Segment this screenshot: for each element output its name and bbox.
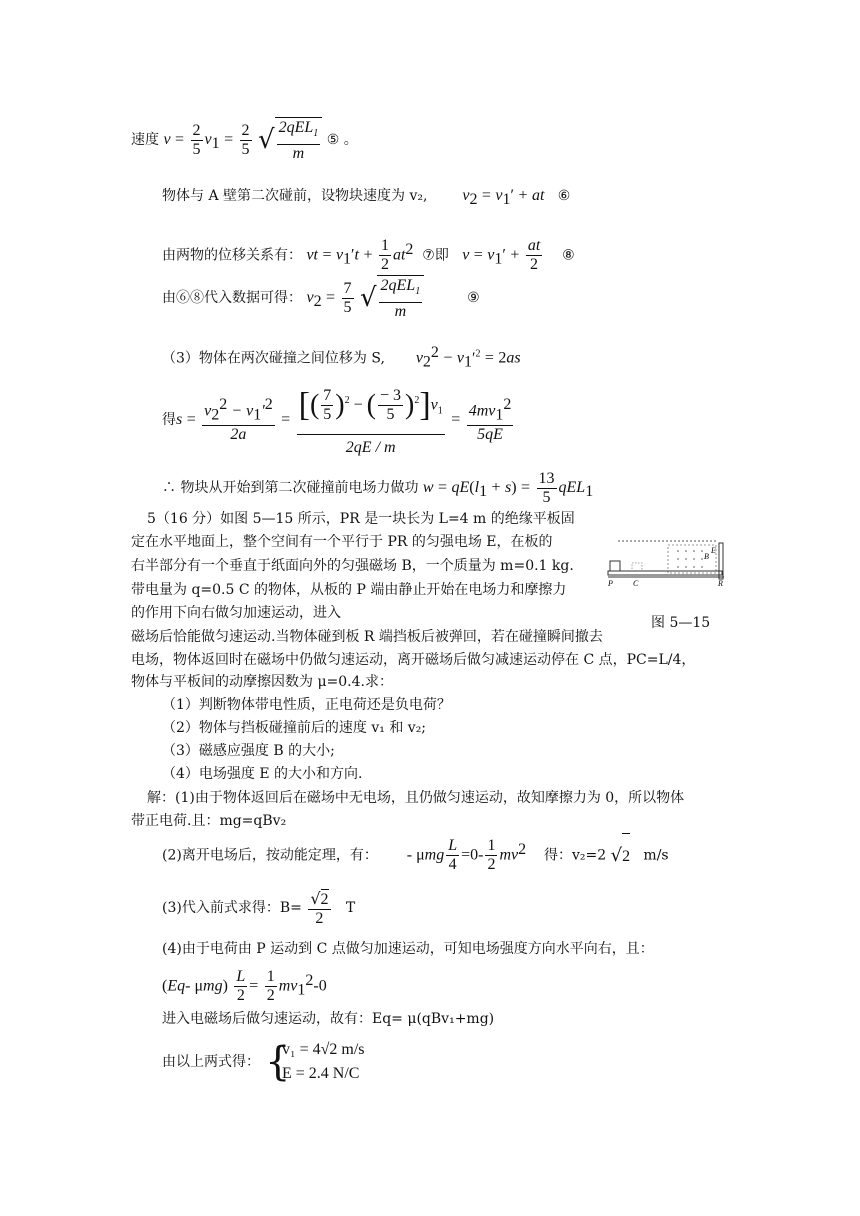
problem-intro-l5: 的作用下向右做匀加速运动，进入 [131,605,341,621]
figure-label-p: P [608,579,613,588]
eq-work: ∴ 物块从开始到第二次碰撞前电场力做功 $w = qE(l_1 + s)$ = $\frac{13}{5}$ qEL$_1$ [162,469,594,506]
result-v1: v₁ = 4√2 m/s [282,1041,365,1058]
question-3: （3）磁感应强度 B 的大小; [162,743,335,759]
figure-magnetic-dots [677,550,703,568]
eq-line-7-8: 由两物的位移关系有： vt = $v_1't$ + $\frac{1}{2}$ $at^2$ ⑦即 $v = v_1'$ + $\frac{at}{2}$ ⑧ [162,237,575,274]
eq-line-3: （3）物体在两次碰撞之间位移为 S, $v_2^2 - v_1'^2 = 2as$ [162,344,521,371]
result-e: E = 2.4 N/C [282,1065,360,1082]
question-2: （2）物体与挡板碰撞前后的速度 v₁ 和 v₂; [162,720,427,736]
eq-displacement: 得s = $\frac{v_2^2 - v_1'^2}{2a}$ = [( $\frac{7}{5}$ )$^2$ − ( $\frac{- 3}{5}$ )$^2]v_1$ 2qE / m = $\frac{4mv_1^2}{5qE}$ [162,375,515,465]
question-1: （1）判断物体带电性质，正电荷还是负电荷？ [162,697,451,713]
eq-line-9: 由⑥⑧代入数据可得： $v_2$ = $\frac{7}{5}$ √ $\frac{2qEL_1}{m}$ ⑨ [162,275,480,319]
figure-label-e: E [711,546,716,555]
eq-velocity-line: 速度 v = $\frac{2}{5}$ $v_1$ = $\frac{2}{5}$ √ $\frac{2qEL_1}{m}$ ⑤ 。 [131,117,358,161]
eq-velocity-prefix: 速度 [131,132,159,148]
solution-3: (3)代入前式求得：B= $\frac{√2}{2}$ T [162,888,356,927]
figure-plate [608,571,722,575]
eq-line-6: 物体与 A 壁第二次碰前，设物块速度为 v₂, $v_2 = v_1'$ + at ⑥ [162,187,571,208]
solution-4-eq: (Eq- μmg) $\frac{L}{2}$ = $\frac{1}{2}$ $mv_1^2-0$ [162,968,327,1005]
solution-2: (2)离开电场后，按动能定理，有： - μmg $\frac{L}{4}$ =0- $\frac{1}{2}$ $mv^2$ 得：v₂=2 √2 m/s [162,828,669,872]
problem-intro-l8: 物体与平板间的动摩擦因数为 μ=0.4.求： [131,674,393,690]
figure-c-marker [632,563,642,571]
brace: { [265,1039,291,1085]
problem-intro-l2: 定在水平地面上，整个空间有一个平行于 PR 的匀强电场 E，在板的 [131,534,553,550]
problem-intro-l6: 磁场后恰能做匀速运动.当物体碰到板 R 端挡板后被弹回，若在碰撞瞬间撤去 [131,629,603,645]
figure-caption: 图 5—15 [651,615,711,631]
figure-label-b: B [704,552,709,561]
solution-1-l2: 带正电荷.且：mg=qBv₂ [131,813,287,829]
problem-intro-l3: 右半部分有一个垂直于纸面向外的匀强磁场 B，一个质量为 m=0.1 kg. [131,558,574,574]
figure-5-15 [606,533,728,589]
figure-block [610,561,620,571]
circle-5: ⑤ [326,132,340,148]
solution-1-l1: 解：(1)由于物体返回后在磁场中无电场，且仍做匀速运动，故知摩擦力为 0，所以物体 [147,790,685,806]
solution-4-l1: (4)由于电荷由 P 运动到 C 点做匀加速运动，可知电场强度方向水平向右，且： [162,941,654,957]
solution-4-l3: 进入电磁场后做匀速运动，故有：Eq= μ(qBv₁+mg) [162,1011,495,1027]
figure-label-r: R [718,579,723,588]
question-4: （4）电场强度 E 的大小和方向. [162,766,363,782]
problem-intro-l1: 5（16 分）如图 5—15 所示，PR 是一块长为 L=4 m 的绝缘平板固 [147,511,575,527]
problem-intro-l7: 电场，物体返回时在磁场中仍做匀速运动，离开磁场后做匀减速运动停在 C 点，PC=L/4， [131,652,696,668]
problem-intro-l4: 带电量为 q=0.5 C 的物体，从板的 P 端由静止开始在电场力和摩擦力 [131,582,567,598]
figure-label-c: C [633,579,639,588]
